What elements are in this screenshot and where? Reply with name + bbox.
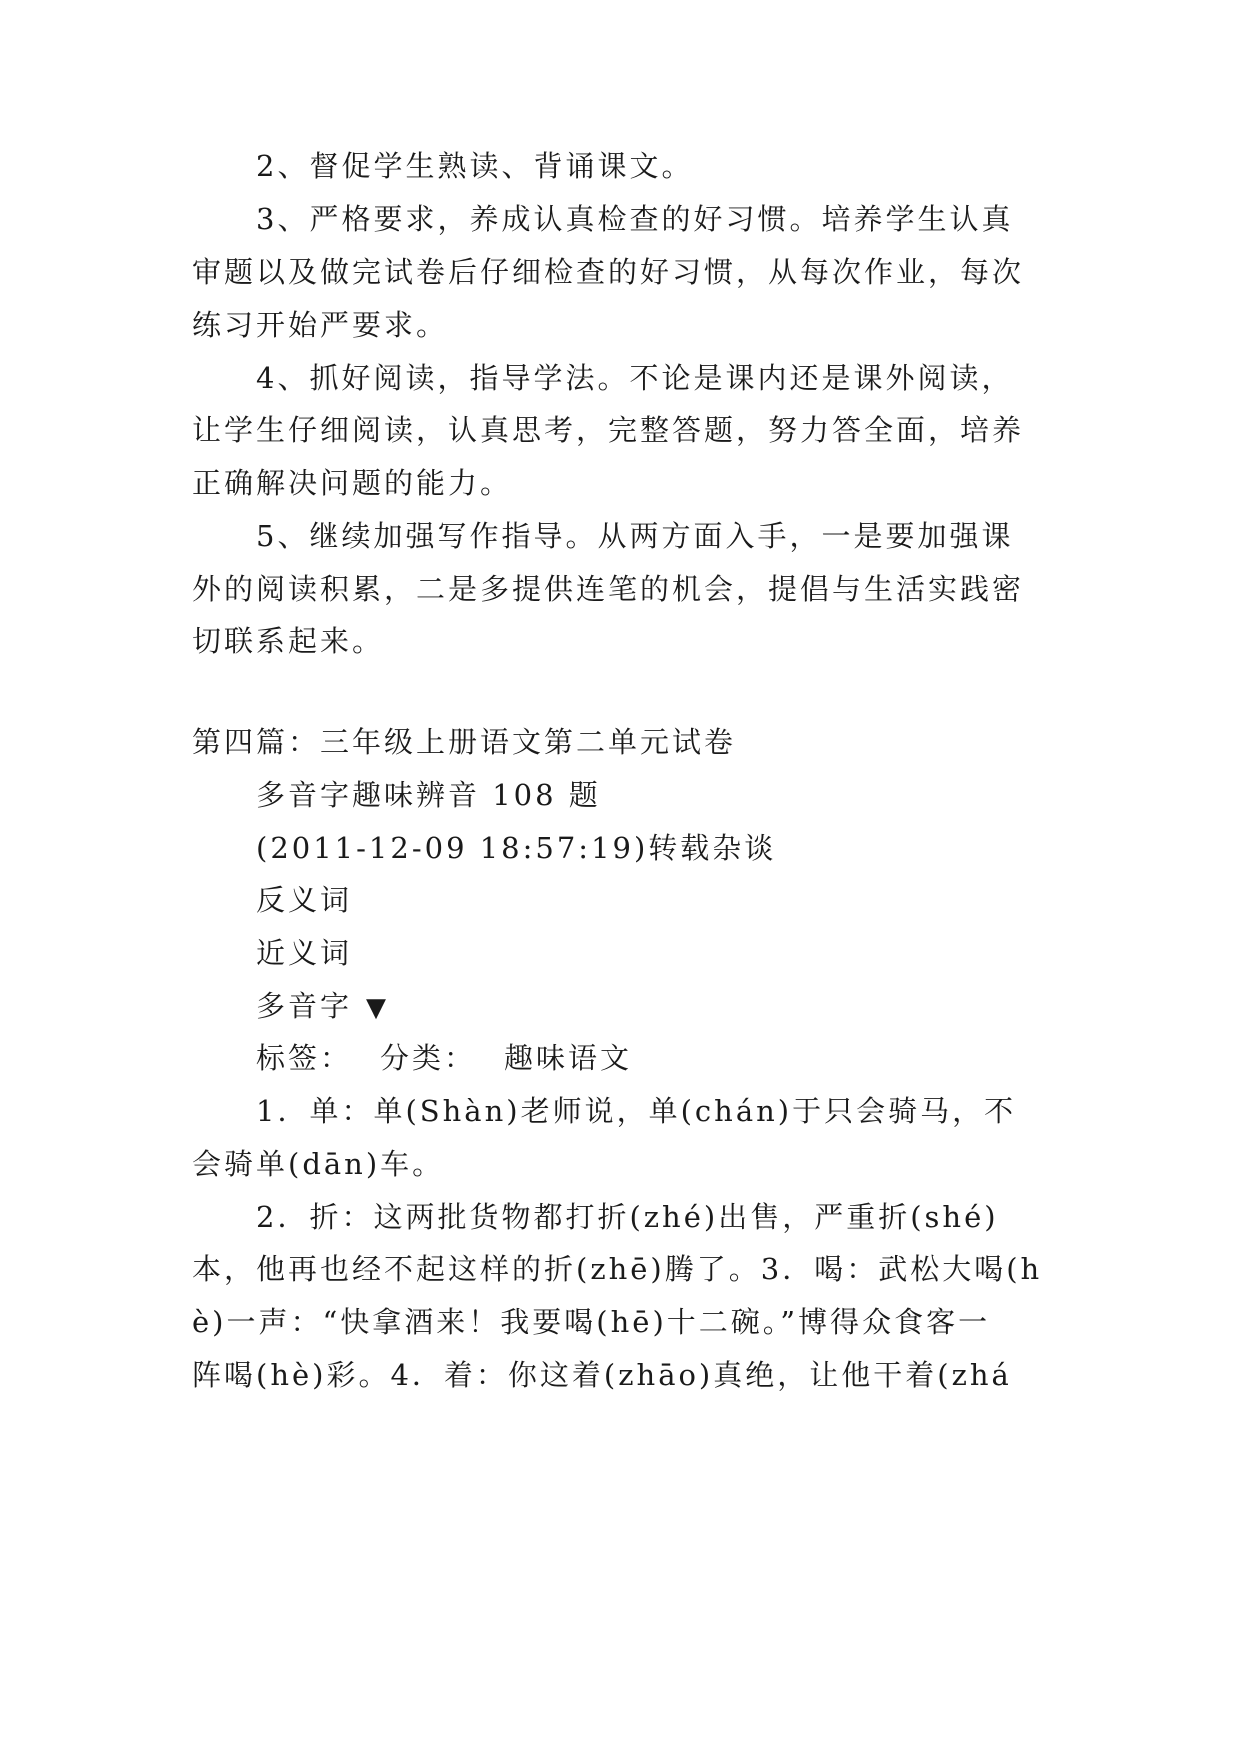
text-line: è)一声：“快拿酒来！我要喝(hē)十二碗。”博得众食客一 xyxy=(192,1305,991,1339)
text-line: 多音字趣味辨音 108 题 xyxy=(256,778,601,812)
text-line: 外的阅读积累，二是多提供连笔的机会，提倡与生活实践密 xyxy=(192,572,1025,606)
text-line xyxy=(256,977,1116,1037)
text-line: 审题以及做完试卷后仔细检查的好习惯，从每次作业，每次 xyxy=(192,255,1025,289)
text-line: 2．折：这两批货物都打折(zhé)出售，严重折(shé) xyxy=(256,1200,999,1234)
text-line: 4、抓好阅读，指导学法。不论是课内还是课外阅读， xyxy=(256,361,1014,395)
text-line: 5、继续加强写作指导。从两方面入手，一是要加强课 xyxy=(256,519,1014,553)
text-line-label: 多音字 xyxy=(256,989,353,1023)
text-line: 练习开始严要求。 xyxy=(192,308,449,342)
tags-label: 标签： xyxy=(256,1041,353,1075)
tags-line xyxy=(256,1029,1116,1087)
text-line: 本，他再也经不起这样的折(zhē)腾了。3．喝：武松大喝(h xyxy=(192,1252,1043,1286)
text-line: 会骑单(dān)车。 xyxy=(192,1147,445,1181)
text-line: 阵喝(hè)彩。4．着：你这着(zhāo)真绝，让他干着(zhá xyxy=(192,1358,1012,1392)
text-line: 近义词 xyxy=(256,936,353,970)
text-line: 2、督促学生熟读、背诵课文。 xyxy=(256,149,694,183)
text-line: 3、严格要求，养成认真检查的好习惯。培养学生认真 xyxy=(256,202,1014,236)
text-line: 切联系起来。 xyxy=(192,624,385,658)
text-line: 正确解决问题的能力。 xyxy=(192,466,513,500)
text-line: 反义词 xyxy=(256,883,353,917)
text-line: 1．单：单(Shàn)老师说，单(chán)于只会骑马，不 xyxy=(256,1094,1017,1128)
category-label: 分类： xyxy=(380,1041,477,1075)
triangle-down-icon: ▼ xyxy=(366,993,390,1023)
category-value: 趣味语文 xyxy=(504,1041,633,1075)
text-line: 让学生仔细阅读，认真思考，完整答题，努力答全面，培养 xyxy=(192,413,1025,447)
section-heading: 第四篇：三年级上册语文第二单元试卷 xyxy=(192,725,737,759)
text-line: (2011-12-09 18:57:19)转载杂谈 xyxy=(256,831,777,865)
